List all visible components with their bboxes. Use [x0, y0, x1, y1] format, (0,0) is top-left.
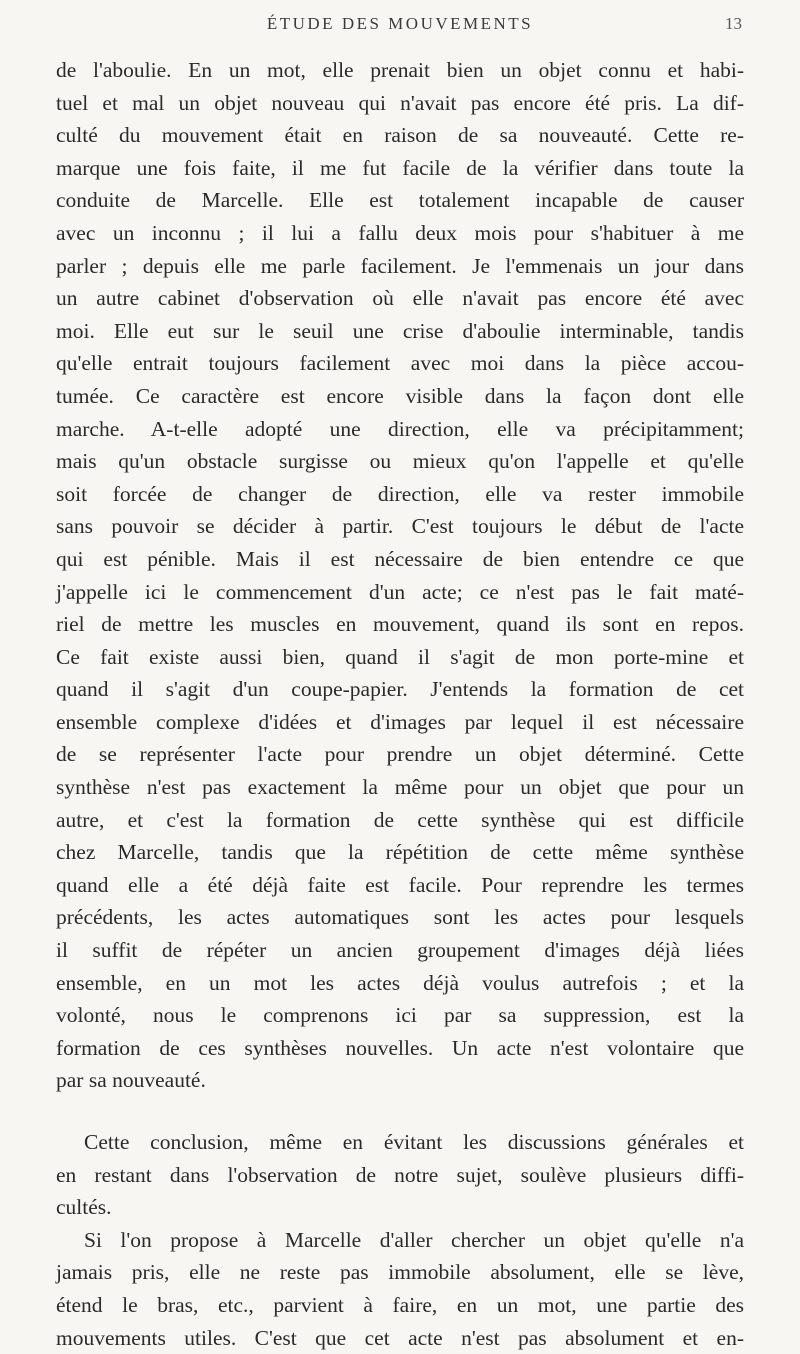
text-line: sans pouvoir se décider à partir. C'est toujours le début de l'acte: [56, 514, 744, 539]
text-line: j'appelle ici le commencement d'un acte; ce n'est pas le fait maté-: [56, 579, 744, 604]
text-line: synthèse n'est pas exactement la même pour un objet que pour un: [56, 775, 744, 800]
body-text: [56, 54, 744, 1354]
text-line: précédents, les actes automatiques sont les actes pour lesquels: [56, 905, 744, 930]
text-line: qui est pénible. Mais il est nécessaire de bien entendre ce que: [56, 546, 744, 571]
text-line: formation de ces synthèses nouvelles. Un acte n'est volontaire que: [56, 1035, 744, 1060]
text-line: de l'aboulie. En un mot, elle prenait bien un objet connu et habi-: [56, 58, 744, 82]
page-number: 13: [725, 14, 742, 33]
text-line: quand il s'agit d'un coupe-papier. J'entends la formation de cet: [56, 677, 744, 702]
text-line: étend le bras, etc., parvient à faire, en un mot, une partie des: [56, 1292, 744, 1317]
text-line: riel de mettre les muscles en mouvement, quand ils sont en repos.: [56, 612, 744, 637]
text-line: tuel et mal un objet nouveau qui n'avait pas encore été pris. La dif-: [56, 90, 744, 115]
text-line: culté du mouvement était en raison de sa nouveauté. Cette re-: [56, 123, 744, 148]
paragraph-1: [56, 54, 744, 1097]
text-line: chez Marcelle, tandis que la répétition de cette même synthèse: [56, 840, 744, 865]
text-line: en restant dans l'observation de notre sujet, soulève plusieurs diffi-: [56, 1162, 744, 1187]
paragraph-3: [56, 1224, 744, 1354]
text-line: quand elle a été déjà faite est facile. Pour reprendre les termes: [56, 872, 744, 897]
text-line: qu'elle entrait toujours facilement avec moi dans la pièce accou-: [56, 351, 744, 376]
text-line: il suffit de répéter un ancien groupement d'images déjà liées: [56, 938, 744, 963]
text-line: mouvements utiles. C'est que cet acte n'est pas absolument et en-: [56, 1325, 744, 1350]
text-line: autre, et c'est la formation de cette synthèse qui est difficile: [56, 807, 744, 832]
paragraph-2: [56, 1126, 744, 1224]
text-line: un autre cabinet d'observation où elle n'avait pas encore été avec: [56, 286, 744, 311]
text-line: soit forcée de changer de direction, elle va rester immobile: [56, 481, 744, 506]
text-line: Ce fait existe aussi bien, quand il s'agit de mon porte-mine et: [56, 644, 744, 669]
text-line: jamais pris, elle ne reste pas immobile absolument, elle se lève,: [56, 1260, 744, 1285]
text-line: de se représenter l'acte pour prendre un objet déterminé. Cette: [56, 742, 744, 767]
paragraph-spacer: [56, 1097, 744, 1126]
text-line: marque une fois faite, il me fut facile de la vérifier dans toute la: [56, 155, 744, 180]
running-header: [0, 14, 800, 38]
text-line: volonté, nous le comprenons ici par sa suppression, est la: [56, 1003, 744, 1028]
text-line: par sa nouveauté.: [56, 1068, 206, 1093]
text-line: moi. Elle eut sur le seuil une crise d'aboulie interminable, tandis: [56, 318, 744, 343]
text-line: conduite de Marcelle. Elle est totalement incapable de causer: [56, 188, 744, 213]
text-line: parler ; depuis elle me parle facilement. Je l'emmenais un jour dans: [56, 253, 744, 278]
text-line: mais qu'un obstacle surgisse ou mieux qu'on l'appelle et qu'elle: [56, 449, 744, 474]
text-line: Cette conclusion, même en évitant les discussions générales et: [84, 1130, 744, 1154]
running-title: ÉTUDE DES MOUVEMENTS: [266, 14, 534, 33]
text-line: avec un inconnu ; il lui a fallu deux mois pour s'habituer à me: [56, 220, 744, 245]
text-line: marche. A-t-elle adopté une direction, elle va précipitamment;: [56, 416, 744, 441]
text-line: ensemble complexe d'idées et d'images par lequel il est nécessaire: [56, 709, 744, 734]
text-line: Si l'on propose à Marcelle d'aller chercher un objet qu'elle n'a: [84, 1227, 744, 1252]
text-line: ensemble, en un mot les actes déjà voulus autrefois ; et la: [56, 970, 744, 995]
text-line: cultés.: [56, 1195, 112, 1220]
text-line: tumée. Ce caractère est encore visible dans la façon dont elle: [56, 383, 744, 408]
